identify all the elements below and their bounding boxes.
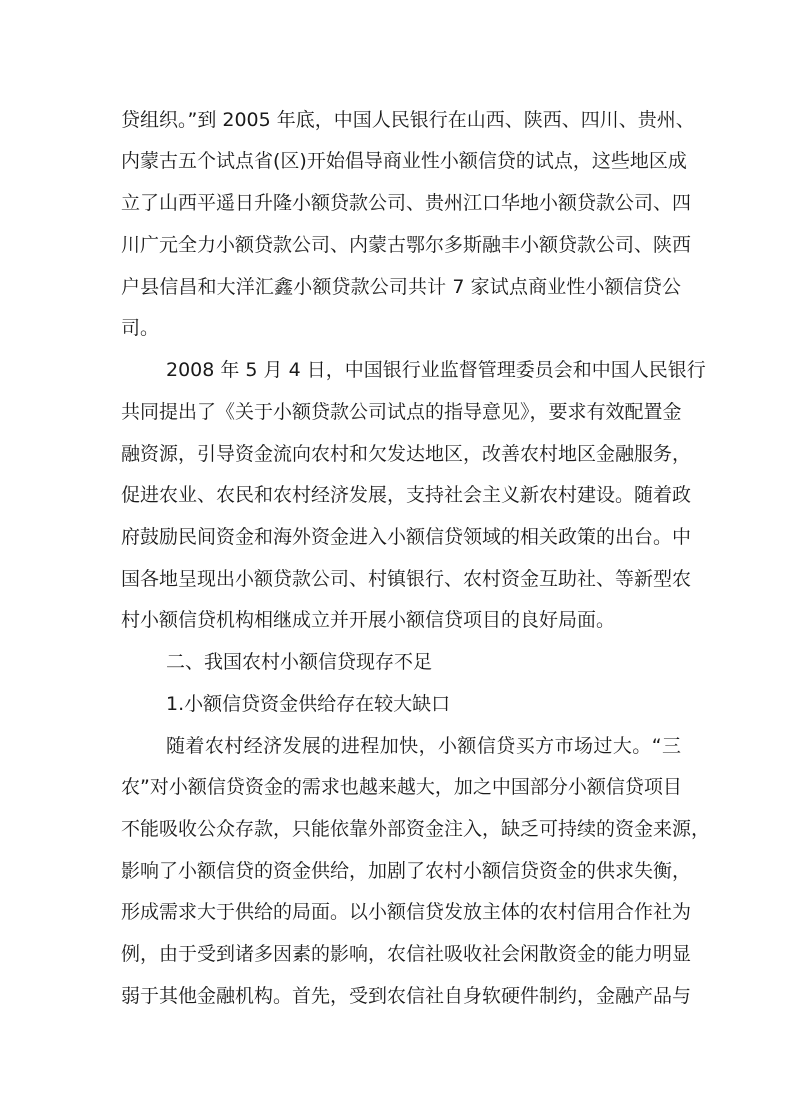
paragraph-first-line: 随着农村经济发展的进程加快，小额信贷买方市场过大。“三 (166, 735, 681, 757)
body-text-line: 府鼓励民间资金和海外资金进入小额信贷领域的相关政策的出台。中 (121, 526, 692, 548)
body-text-line: 川广元全力小额贷款公司、内蒙古鄂尔多斯融丰小额贷款公司、陕西 (121, 234, 692, 256)
body-text-line: 形成需求大于供给的局面。以小额信贷发放主体的农村信用合作社为 (121, 901, 692, 923)
body-text-line: 例，由于受到诸多因素的影响，农信社吸收社会闲散资金的能力明显 (121, 943, 692, 965)
body-text-line: 促进农业、农民和农村经济发展，支持社会主义新农村建设。随着政 (121, 484, 692, 506)
body-text-line: 不能吸收公众存款，只能依靠外部资金注入，缺乏可持续的资金来源， (121, 818, 711, 840)
body-text-line: 贷组织。”到 2005 年底，中国人民银行在山西、陕西、四川、贵州、 (121, 109, 695, 131)
body-text-line: 立了山西平遥日升隆小额贷款公司、贵州江口华地小额贷款公司、四 (121, 192, 692, 214)
body-text-line: 户县信昌和大洋汇鑫小额贷款公司共计 7 家试点商业性小额信贷公 (121, 276, 681, 298)
body-text-line: 共同提出了《关于小额贷款公司试点的指导意见》，要求有效配置金 (121, 401, 682, 423)
subsection-heading: 1.小额信贷资金供给存在较大缺口 (166, 693, 451, 715)
body-text-line: 融资源，引导资金流向农村和欠发达地区，改善农村地区金融服务， (121, 443, 692, 465)
body-text-line: 影响了小额信贷的资金供给，加剧了农村小额信贷资金的供求失衡， (121, 860, 692, 882)
body-text-line: 内蒙古五个试点省(区)开始倡导商业性小额信贷的试点，这些地区成 (121, 150, 687, 172)
section-heading: 二、我国农村小额信贷现存不足 (166, 651, 433, 673)
body-text-line: 司。 (121, 317, 160, 339)
body-text-line: 弱于其他金融机构。首先，受到农信社自身软硬件制约，金融产品与 (121, 985, 692, 1007)
body-text-line: 农”对小额信贷资金的需求也越来越大，加之中国部分小额信贷项目 (121, 776, 682, 798)
body-text-line: 村小额信贷机构相继成立并开展小额信贷项目的良好局面。 (121, 609, 616, 631)
paragraph-first-line: 2008 年 5 月 4 日，中国银行业监督管理委员会和中国人民银行 (166, 359, 706, 381)
body-text-line: 国各地呈现出小额贷款公司、村镇银行、农村资金互助社、等新型农 (121, 568, 692, 590)
